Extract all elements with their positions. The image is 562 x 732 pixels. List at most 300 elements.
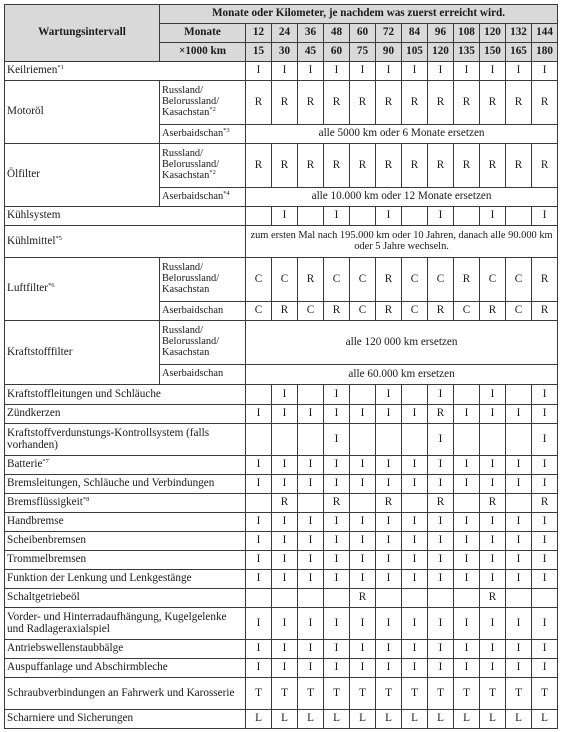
item-name-text: Handbremse — [7, 515, 64, 528]
month-header: 108 — [454, 24, 480, 43]
interval-action: I — [376, 456, 402, 475]
interval-action: I — [324, 513, 350, 532]
interval-action: I — [350, 640, 376, 659]
interval-action — [246, 424, 272, 456]
interval-action: I — [272, 551, 298, 570]
interval-action: I — [506, 608, 532, 640]
month-header: 24 — [272, 24, 298, 43]
interval-action: R — [480, 144, 506, 188]
interval-action: R — [532, 302, 558, 321]
interval-action: I — [376, 475, 402, 494]
interval-action: R — [506, 81, 532, 125]
interval-action: I — [402, 475, 428, 494]
interval-action: I — [350, 405, 376, 424]
interval-action: I — [298, 608, 324, 640]
interval-action: I — [376, 532, 402, 551]
interval-action — [480, 424, 506, 456]
item-name — [5, 532, 246, 551]
item-name — [5, 321, 160, 385]
interval-action: I — [350, 570, 376, 589]
interval-action: I — [480, 513, 506, 532]
interval-action: C — [402, 302, 428, 321]
table-row — [5, 494, 558, 513]
table-row — [5, 321, 558, 365]
interval-action: I — [480, 659, 506, 678]
span-title: Monate oder Kilometer, je nachdem was zuerst erreicht wird. — [160, 5, 558, 24]
footnote-marker: *7 — [42, 458, 49, 466]
region-label — [160, 258, 246, 302]
interval-action: I — [324, 640, 350, 659]
interval-action — [454, 589, 480, 608]
interval-action: C — [324, 258, 350, 302]
interval-action: I — [298, 532, 324, 551]
interval-action: I — [324, 532, 350, 551]
interval-action — [350, 385, 376, 405]
interval-action: R — [376, 258, 402, 302]
header-row-span — [5, 5, 558, 24]
km-header: 120 — [428, 43, 454, 62]
interval-action: R — [272, 144, 298, 188]
interval-action: L — [298, 710, 324, 729]
interval-action: I — [532, 513, 558, 532]
interval-action: R — [324, 81, 350, 125]
interval-action: R — [376, 494, 402, 513]
span-instruction: alle 5000 km oder 6 Monate ersetzen — [246, 125, 558, 144]
region-text: Aserbaidschan — [162, 368, 224, 380]
footnote-marker: *1 — [57, 64, 64, 72]
interval-action: I — [298, 456, 324, 475]
table-row — [5, 640, 558, 659]
item-name — [5, 608, 246, 640]
interval-action: I — [454, 659, 480, 678]
item-name-text: Kühlsystem — [7, 209, 61, 222]
interval-action: T — [506, 678, 532, 710]
interval-action: I — [532, 475, 558, 494]
interval-action: I — [532, 405, 558, 424]
interval-action: R — [532, 81, 558, 125]
interval-action: I — [428, 640, 454, 659]
interval-action: I — [532, 62, 558, 81]
interval-action: I — [272, 570, 298, 589]
interval-action: C — [428, 258, 454, 302]
interval-action: R — [506, 144, 532, 188]
interval-action: I — [272, 513, 298, 532]
item-name-text: Batterie — [7, 458, 43, 471]
table-row — [5, 710, 558, 729]
item-name-text: Schaltgetriebeöl — [7, 591, 80, 604]
item-name-text: Kraftstoffleitungen und Schläuche — [7, 387, 161, 400]
interval-action: I — [506, 475, 532, 494]
interval-action: I — [272, 456, 298, 475]
interval-action: C — [298, 302, 324, 321]
item-name — [5, 640, 246, 659]
interval-action: R — [376, 144, 402, 188]
month-header: 12 — [246, 24, 272, 43]
interval-action: R — [428, 144, 454, 188]
interval-action: R — [324, 144, 350, 188]
interval-action: I — [428, 513, 454, 532]
region-text: Russland/ Belorussland/ Kasachstan — [162, 148, 220, 181]
table-row — [5, 659, 558, 678]
interval-action: I — [480, 608, 506, 640]
km-header: 60 — [324, 43, 350, 62]
interval-action: I — [246, 659, 272, 678]
interval-action — [324, 589, 350, 608]
table-row — [5, 608, 558, 640]
interval-action — [376, 589, 402, 608]
interval-action: I — [532, 551, 558, 570]
item-name — [5, 513, 246, 532]
interval-action: I — [454, 640, 480, 659]
interval-action — [506, 385, 532, 405]
interval-action: I — [376, 659, 402, 678]
month-header: 36 — [298, 24, 324, 43]
km-header: 30 — [272, 43, 298, 62]
item-name — [5, 258, 160, 321]
interval-action: L — [454, 710, 480, 729]
interval-action: I — [298, 405, 324, 424]
interval-action: I — [298, 513, 324, 532]
interval-action: I — [480, 570, 506, 589]
region-text: Russland/ Belorussland/ Kasachstan — [162, 262, 220, 295]
interval-action: R — [272, 494, 298, 513]
interval-action: T — [428, 678, 454, 710]
item-name-text: Kraftstoffverdunstungs-Kontrollsystem (falls vorhanden) — [7, 426, 210, 451]
km-header: 105 — [402, 43, 428, 62]
interval-action: C — [402, 258, 428, 302]
region-label — [160, 321, 246, 365]
span-instruction: zum ersten Mal nach 195.000 km oder 10 Jahren, danach alle 90.000 km oder 5 Jahre wechseln. — [246, 226, 558, 258]
region-label — [160, 365, 246, 385]
interval-action: I — [324, 62, 350, 81]
interval-action: I — [376, 385, 402, 405]
interval-action: I — [428, 424, 454, 456]
interval-action: I — [454, 475, 480, 494]
item-name-text: Bremsflüssigkeit — [7, 496, 83, 509]
item-name-text: Funktion der Lenkung und Lenkgestänge — [7, 572, 192, 585]
interval-action: I — [506, 405, 532, 424]
item-name — [5, 678, 246, 710]
interval-action: R — [428, 81, 454, 125]
month-header: 132 — [506, 24, 532, 43]
interval-action: T — [454, 678, 480, 710]
interval-action: I — [454, 62, 480, 81]
interval-action — [272, 424, 298, 456]
interval-action: R — [428, 405, 454, 424]
interval-action: I — [376, 640, 402, 659]
interval-action: I — [350, 513, 376, 532]
interval-action: R — [298, 144, 324, 188]
interval-action: C — [506, 258, 532, 302]
interval-action: I — [480, 551, 506, 570]
interval-action: I — [454, 608, 480, 640]
interval-action: I — [350, 608, 376, 640]
month-header: 120 — [480, 24, 506, 43]
interval-action: R — [454, 258, 480, 302]
table-row — [5, 513, 558, 532]
interval-action: I — [350, 456, 376, 475]
item-name-text: Scharniere und Sicherungen — [7, 712, 134, 725]
interval-action: I — [298, 62, 324, 81]
interval-action: C — [506, 302, 532, 321]
interval-action — [298, 207, 324, 226]
interval-action: I — [402, 551, 428, 570]
table-row — [5, 475, 558, 494]
month-header: 84 — [402, 24, 428, 43]
table-row — [5, 678, 558, 710]
interval-action: I — [246, 608, 272, 640]
table-row — [5, 81, 558, 125]
interval-action — [402, 494, 428, 513]
interval-action — [246, 385, 272, 405]
interval-action: L — [246, 710, 272, 729]
km-header: 135 — [454, 43, 480, 62]
interval-action: C — [246, 258, 272, 302]
interval-action: I — [246, 532, 272, 551]
interval-action: R — [350, 589, 376, 608]
km-header: 90 — [376, 43, 402, 62]
region-label — [160, 125, 246, 144]
interval-action: R — [246, 81, 272, 125]
interval-action: I — [428, 551, 454, 570]
span-instruction: alle 10.000 km oder 12 Monate ersetzen — [246, 188, 558, 207]
table-row — [5, 258, 558, 302]
interval-action: I — [402, 405, 428, 424]
interval-action: I — [506, 456, 532, 475]
interval-action: R — [376, 81, 402, 125]
interval-action — [272, 589, 298, 608]
interval-action: I — [454, 456, 480, 475]
interval-action: I — [532, 456, 558, 475]
interval-action: I — [246, 570, 272, 589]
interval-action: I — [428, 456, 454, 475]
month-header: 72 — [376, 24, 402, 43]
interval-action: L — [402, 710, 428, 729]
interval-action: R — [428, 302, 454, 321]
footnote-marker: *2 — [209, 105, 216, 113]
interval-action: L — [324, 710, 350, 729]
item-name — [5, 494, 246, 513]
table-row — [5, 385, 558, 405]
interval-action: I — [454, 405, 480, 424]
interval-action: I — [272, 640, 298, 659]
interval-action: R — [324, 494, 350, 513]
item-name — [5, 62, 246, 81]
span-instruction: alle 120 000 km ersetzen — [246, 321, 558, 365]
interval-action — [350, 494, 376, 513]
item-name-text: Zündkerzen — [7, 407, 61, 420]
interval-action: I — [272, 405, 298, 424]
region-label — [160, 302, 246, 321]
interval-action: I — [350, 475, 376, 494]
table-row — [5, 207, 558, 226]
interval-action: L — [506, 710, 532, 729]
interval-action: R — [532, 258, 558, 302]
interval-action — [376, 424, 402, 456]
region-text: Aserbaidschan — [162, 304, 224, 316]
item-name — [5, 81, 160, 144]
interval-action: L — [350, 710, 376, 729]
interval-action: I — [324, 570, 350, 589]
interval-action — [246, 589, 272, 608]
interval-action — [298, 385, 324, 405]
interval-action: I — [506, 62, 532, 81]
interval-action: I — [480, 207, 506, 226]
interval-action — [454, 207, 480, 226]
interval-action: I — [480, 405, 506, 424]
interval-action: I — [428, 659, 454, 678]
interval-action — [246, 207, 272, 226]
interval-action: R — [480, 81, 506, 125]
interval-action: I — [428, 608, 454, 640]
interval-action: R — [480, 589, 506, 608]
interval-action: I — [324, 456, 350, 475]
interval-action: I — [324, 405, 350, 424]
interval-action: C — [350, 302, 376, 321]
interval-action: R — [298, 258, 324, 302]
interval-action — [532, 589, 558, 608]
interval-action — [402, 424, 428, 456]
interval-action: I — [324, 608, 350, 640]
interval-action: I — [532, 207, 558, 226]
region-label — [160, 188, 246, 207]
item-name-text: Schraubverbindungen an Fahrwerk und Karosserie — [7, 686, 235, 699]
item-name-text: Auspuffanlage und Abschirmbleche — [7, 661, 168, 674]
interval-action: I — [480, 532, 506, 551]
interval-label: Wartungsintervall — [5, 5, 160, 62]
interval-action: R — [454, 144, 480, 188]
interval-action: R — [350, 144, 376, 188]
interval-action: T — [246, 678, 272, 710]
interval-action — [350, 424, 376, 456]
interval-action: R — [428, 494, 454, 513]
interval-action: R — [324, 302, 350, 321]
interval-action: I — [298, 570, 324, 589]
interval-action: I — [402, 608, 428, 640]
interval-action: I — [532, 640, 558, 659]
interval-action: C — [454, 302, 480, 321]
footnote-marker: *3 — [223, 126, 230, 134]
interval-action — [506, 207, 532, 226]
interval-action: I — [506, 570, 532, 589]
item-name-text: Antriebswellenstaubbälge — [7, 642, 124, 655]
interval-action: L — [376, 710, 402, 729]
months-label: Monate — [160, 24, 246, 43]
interval-action: L — [480, 710, 506, 729]
interval-action — [402, 589, 428, 608]
table-row — [5, 405, 558, 424]
span-instruction: alle 60.000 km ersetzen — [246, 365, 558, 385]
table-row — [5, 570, 558, 589]
interval-action: L — [532, 710, 558, 729]
interval-action: I — [376, 405, 402, 424]
interval-action: I — [480, 456, 506, 475]
interval-action: R — [272, 302, 298, 321]
interval-action: I — [428, 475, 454, 494]
table-row — [5, 551, 558, 570]
table-row — [5, 226, 558, 258]
table-row — [5, 144, 558, 188]
interval-action: I — [324, 659, 350, 678]
interval-action: I — [298, 640, 324, 659]
item-name — [5, 424, 246, 456]
interval-action: I — [506, 513, 532, 532]
interval-action: I — [272, 532, 298, 551]
item-name — [5, 659, 246, 678]
interval-action — [454, 424, 480, 456]
footnote-marker: *4 — [223, 189, 230, 197]
interval-action: I — [532, 424, 558, 456]
interval-action: I — [324, 475, 350, 494]
interval-action: R — [246, 144, 272, 188]
interval-action: I — [532, 608, 558, 640]
interval-action: R — [402, 144, 428, 188]
item-name — [5, 405, 246, 424]
interval-action: I — [246, 475, 272, 494]
interval-action: I — [298, 551, 324, 570]
interval-action: I — [350, 551, 376, 570]
item-name — [5, 385, 246, 405]
interval-action: L — [272, 710, 298, 729]
interval-action: I — [402, 62, 428, 81]
interval-action: I — [376, 207, 402, 226]
interval-action: I — [246, 62, 272, 81]
interval-action: I — [480, 62, 506, 81]
interval-action: I — [506, 551, 532, 570]
schedule-body — [5, 5, 558, 729]
interval-action: C — [480, 258, 506, 302]
interval-action — [454, 494, 480, 513]
interval-action: I — [246, 456, 272, 475]
footnote-marker: *8 — [82, 496, 90, 504]
interval-action: I — [428, 62, 454, 81]
interval-action: I — [480, 385, 506, 405]
interval-action: I — [246, 640, 272, 659]
month-header: 144 — [532, 24, 558, 43]
interval-action: I — [532, 385, 558, 405]
interval-action: R — [454, 81, 480, 125]
interval-action — [454, 385, 480, 405]
interval-action — [350, 207, 376, 226]
km-header: 15 — [246, 43, 272, 62]
interval-action: C — [246, 302, 272, 321]
interval-action: R — [350, 81, 376, 125]
interval-action — [428, 589, 454, 608]
interval-action: R — [532, 494, 558, 513]
item-name-text: Ölfilter — [7, 168, 40, 181]
interval-action: I — [324, 207, 350, 226]
interval-action: I — [350, 659, 376, 678]
table-row — [5, 456, 558, 475]
interval-action: I — [454, 570, 480, 589]
interval-action: T — [480, 678, 506, 710]
interval-action: I — [246, 405, 272, 424]
footnote-marker: *2 — [209, 168, 216, 176]
item-name-text: Keilriemen — [7, 64, 58, 77]
region-text: Aserbaidschan — [162, 190, 224, 202]
item-name-text: Kraftstofffilter — [7, 345, 73, 358]
interval-action: T — [402, 678, 428, 710]
interval-action: I — [272, 385, 298, 405]
interval-action — [298, 424, 324, 456]
item-name-text: Kühlmittel — [7, 234, 56, 247]
interval-action: R — [376, 302, 402, 321]
interval-action: I — [428, 207, 454, 226]
interval-action — [298, 494, 324, 513]
interval-action: R — [298, 81, 324, 125]
interval-action: T — [376, 678, 402, 710]
month-header: 48 — [324, 24, 350, 43]
